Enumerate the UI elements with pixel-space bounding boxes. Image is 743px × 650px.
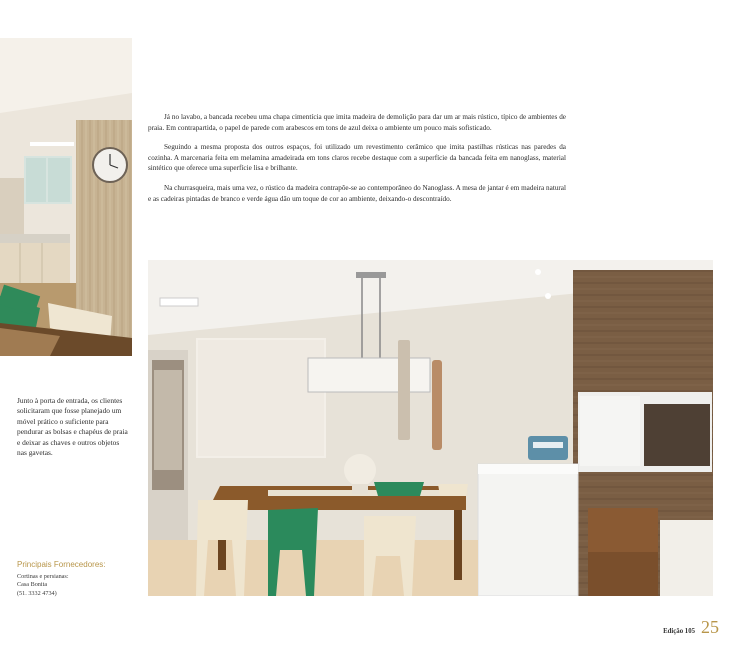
suppliers-title: Principais Fornecedores: [17,560,106,569]
supplier-line: (51. 3332 4734) [17,589,57,597]
paragraph-barbecue: Na churrasqueira, mais uma vez, o rústico da madeira contrapõe-se ao contemporâneo do Nanoglass. A mesa de jantar é em madeira natural e as cadeiras pintadas de branco e verde água dão um toque de cor ao ambiente, deixando-o descontraído. [148,183,566,203]
paragraph-kitchen: Seguindo a mesma proposta dos outros espaços, foi utilizado um revestimento cerâmico que imita pastilhas rústicas nas paredes da cozinha. A marcenaria feita em melamina amadeirada em tons claros recebe destaque com a superfície da bancada feita em nanoglass, material sintético que oferece uma superfície lisa e brilhante. [148,143,566,173]
suppliers-box [17,560,137,598]
page-number: 25 [701,617,719,637]
article-body [148,112,566,213]
pendant-lamp-icon [308,358,430,392]
dining-room-illustration [148,260,713,596]
kitchen-photo [0,38,132,356]
flower-arrangement-icon [344,454,376,486]
dining-room-photo [148,260,713,596]
paragraph-lavabo: Já no lavabo, a bancada recebeu uma chapa cimentícia que imita madeira de demolição para dar um ar mais rústico, típico de ambientes de praia. Em contrapartida, o papel de parede com arabescos em tons de azul deixa o ambiente um pouco mais sofisticado. [148,113,566,132]
edition-label: Edição 105 [663,628,695,635]
kitchen-illustration [0,38,132,356]
photo-caption: Junto à porta de entrada, os clientes solicitaram que fosse planejado um móvel prático o suficiente para pendurar as bolsas e chapéus de praia e deixar as chaves e outros objetos nas gavetas. [17,396,128,458]
supplier-line: Cortinas e persianas: [17,573,69,580]
supplier-line: Casa Bonita [17,581,48,589]
page-footer [663,617,719,638]
